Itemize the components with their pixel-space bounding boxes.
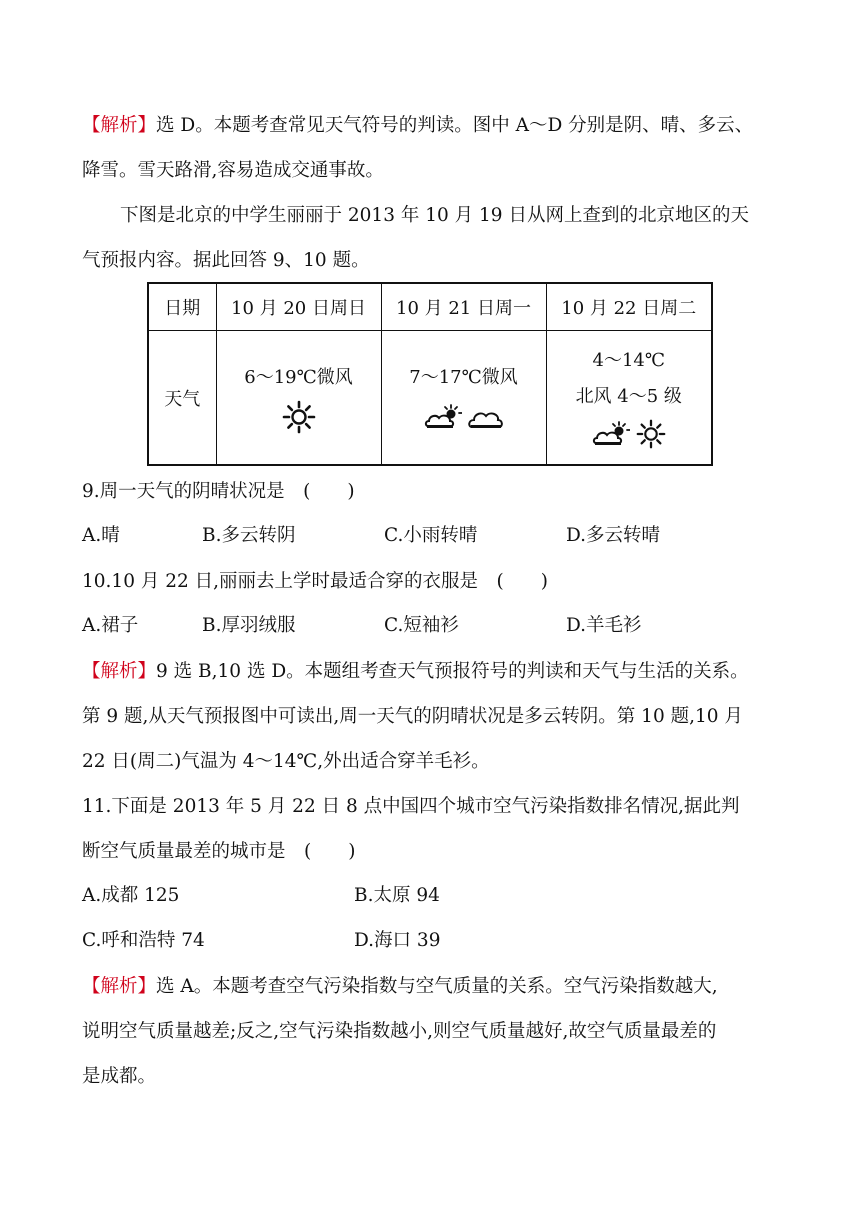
analysis-text: 选 A。本题考查空气污染指数与空气质量的关系。空气污染指数越大,	[156, 976, 718, 997]
analysis-line: 第 9 题,从天气预报图中可读出,周一天气的阴晴状况是多云转阴。第 10 题,10 月	[82, 706, 743, 727]
wind-text: 北风 4～5 级	[575, 385, 682, 407]
sun-icon	[282, 400, 316, 434]
q11-option-a: A.成都 125	[82, 885, 180, 906]
weather-cell	[381, 331, 546, 466]
q10-option-c: C.短袖衫	[384, 615, 459, 636]
analysis-line	[82, 975, 718, 999]
analysis-line	[82, 660, 749, 684]
q9-option-c: C.小雨转晴	[384, 525, 478, 546]
date-cell: 10 月 21 日周一	[381, 283, 546, 331]
header-label-cell: 日期	[148, 283, 216, 331]
weather-cell	[216, 331, 381, 466]
temperature-text: 6～19℃微风	[244, 366, 353, 388]
analysis-line: 降雪。雪天路滑,容易造成交通事故。	[82, 160, 384, 181]
date-cell: 10 月 20 日周日	[216, 283, 381, 331]
q9-option-d: D.多云转晴	[566, 525, 661, 546]
analysis-line: 22 日(周二)气温为 4～14℃,外出适合穿羊毛衫。	[82, 751, 490, 772]
analysis-tag: 【解析】	[82, 115, 157, 136]
table-weather-row	[148, 331, 712, 466]
analysis-text: 9 选 B,10 选 D。本题组考查天气预报符号的判读和天气与生活的关系。	[156, 661, 749, 682]
temperature-text: 4～14℃	[592, 349, 665, 371]
weather-cell	[546, 331, 712, 466]
question-9-stem: 9.周一天气的阴晴状况是 ( )	[82, 481, 355, 502]
q11-option-c: C.呼和浩特 74	[82, 930, 205, 951]
q10-option-d: D.羊毛衫	[566, 615, 642, 636]
analysis-text: 选 D。本题考查常见天气符号的判读。图中 A～D 分别是阴、晴、多云、	[156, 115, 754, 136]
analysis-tag: 【解析】	[82, 661, 157, 682]
table-header-row	[148, 283, 712, 331]
partly-cloudy-icon	[424, 404, 462, 430]
analysis-line	[82, 114, 753, 138]
intro-line: 气预报内容。据此回答 9、10 题。	[82, 250, 370, 271]
row-label-cell: 天气	[148, 331, 216, 466]
q10-option-b: B.厚羽绒服	[202, 615, 296, 636]
date-cell: 10 月 22 日周二	[546, 283, 712, 331]
q10-option-a: A.裙子	[82, 615, 139, 636]
q11-option-d: D.海口 39	[354, 930, 441, 951]
question-11-stem: 11.下面是 2013 年 5 月 22 日 8 点中国四个城市空气污染指数排名情况,据此判	[82, 796, 740, 817]
q9-option-a: A.晴	[82, 525, 120, 546]
temperature-text: 7～17℃微风	[409, 366, 518, 388]
analysis-tag: 【解析】	[82, 976, 157, 997]
q9-option-b: B.多云转阴	[202, 525, 296, 546]
question-11-stem: 断空气质量最差的城市是 ( )	[82, 841, 356, 862]
partly-cloudy-icon	[592, 421, 630, 447]
intro-line: 下图是北京的中学生丽丽于 2013 年 10 月 19 日从网上查到的北京地区的天	[120, 205, 749, 226]
analysis-line: 是成都。	[82, 1066, 157, 1087]
sun-icon	[636, 419, 666, 449]
overcast-icon	[468, 404, 504, 430]
q11-option-b: B.太原 94	[354, 885, 440, 906]
question-10-stem: 10.10 月 22 日,丽丽去上学时最适合穿的衣服是 ( )	[82, 571, 548, 592]
analysis-line: 说明空气质量越差;反之,空气污染指数越小,则空气质量越好,故空气质量最差的	[82, 1021, 717, 1042]
weather-forecast-table	[147, 282, 713, 466]
